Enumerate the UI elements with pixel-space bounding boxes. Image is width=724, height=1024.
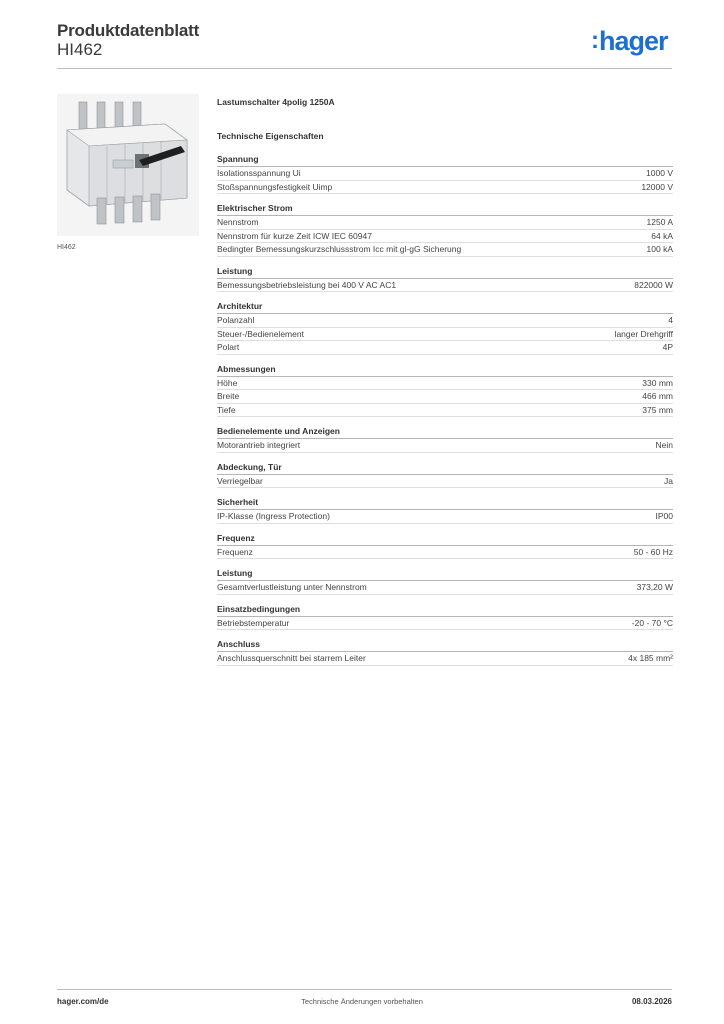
spec-row: [217, 341, 673, 355]
product-image: [57, 94, 199, 236]
spec-section: [217, 568, 673, 595]
spec-row: [217, 230, 673, 244]
section-title: Frequenz: [217, 533, 673, 546]
page-title: Produktdatenblatt: [57, 21, 200, 40]
spec-section: [217, 497, 673, 524]
spec-heading: Technische Eigenschaften: [217, 131, 324, 141]
spec-value: 1250 A: [646, 217, 673, 227]
section-title: Leistung: [217, 568, 673, 581]
spec-row: [217, 475, 673, 489]
footer-website: hager.com/de: [57, 997, 109, 1006]
spec-value: 375 mm: [642, 404, 673, 415]
spec-section: [217, 426, 673, 453]
footer-date: 08.03.2026: [631, 997, 672, 1006]
spec-section: [217, 301, 673, 355]
spec-label: Breite: [217, 391, 240, 401]
spec-row: [217, 216, 673, 230]
spec-value: Ja: [664, 475, 673, 486]
spec-row: [217, 243, 673, 257]
spec-section: [217, 364, 673, 418]
spec-section: [217, 266, 673, 293]
spec-label: Anschlussquerschnitt bei starrem Leiter: [217, 653, 366, 663]
spec-value: 4: [668, 315, 673, 325]
section-title: Spannung: [217, 154, 673, 167]
spec-row: [217, 181, 673, 195]
spec-value: 4P: [662, 342, 673, 352]
section-title: Sicherheit: [217, 497, 673, 510]
logo-text: hager: [599, 26, 668, 56]
image-caption: HI462: [57, 244, 76, 251]
spec-label: Stoßspannungsfestigkeit Uimp: [217, 181, 333, 192]
spec-label: Verriegelbar: [217, 475, 263, 486]
spec-label: Nennstrom für kurze Zeit ICW IEC 60947: [217, 230, 372, 241]
spec-label: IP-Klasse (Ingress Protection): [217, 511, 330, 521]
spec-label: Isolationsspannung Ui: [217, 168, 301, 178]
spec-label: Betriebstemperatur: [217, 617, 290, 628]
logo-dots-icon: :: [591, 27, 598, 54]
spec-value: 100 kA: [646, 244, 673, 254]
spec-row: [217, 167, 673, 181]
section-title: Bedienelemente und Anzeigen: [217, 426, 673, 439]
spec-label: Motorantrieb integriert: [217, 440, 301, 450]
spec-value: 822000 W: [634, 279, 673, 290]
section-title: Abmessungen: [217, 364, 673, 377]
spec-row: [217, 439, 673, 453]
product-code: HI462: [57, 40, 103, 59]
spec-row: [217, 581, 673, 595]
spec-label: Bemessungsbetriebsleistung bei 400 V AC AC1: [217, 279, 397, 290]
spec-section: [217, 533, 673, 560]
product-name: Lastumschalter 4polig 1250A: [217, 97, 335, 107]
spec-sections: [217, 154, 673, 666]
spec-label: Bedingter Bemessungskurzschlussstrom Icc mit gl-gG Sicherung: [217, 244, 462, 254]
spec-row: [217, 510, 673, 524]
spec-section: [217, 604, 673, 631]
spec-label: Steuer-/Bedienelement: [217, 328, 304, 339]
section-title: Anschluss: [217, 639, 673, 652]
spec-label: Gesamtverlustleistung unter Nennstrom: [217, 582, 367, 592]
spec-label: Höhe: [217, 377, 238, 388]
spec-value: IP00: [655, 511, 673, 521]
spec-value: 64 kA: [651, 230, 673, 241]
spec-value: Nein: [655, 440, 673, 450]
hager-logo: [591, 27, 668, 55]
spec-value: 466 mm: [642, 391, 673, 401]
header-divider: [57, 68, 672, 69]
spec-value: 50 - 60 Hz: [633, 546, 673, 557]
spec-table: [217, 97, 673, 666]
spec-label: Polanzahl: [217, 315, 255, 325]
spec-value: langer Drehgriff: [614, 328, 673, 339]
spec-row: [217, 314, 673, 328]
spec-value: 12000 V: [641, 181, 673, 192]
section-title: Abdeckung, Tür: [217, 462, 673, 475]
spec-label: Nennstrom: [217, 217, 259, 227]
section-title: Architektur: [217, 301, 673, 314]
spec-value: 330 mm: [642, 377, 673, 388]
spec-row: [217, 617, 673, 631]
spec-label: Tiefe: [217, 404, 236, 415]
section-title: Elektrischer Strom: [217, 203, 673, 216]
spec-row: [217, 328, 673, 342]
spec-row: [217, 404, 673, 418]
spec-row: [217, 652, 673, 666]
spec-label: Frequenz: [217, 546, 253, 557]
spec-value: 373,20 W: [636, 582, 673, 592]
footer-center: Technische Änderungen vorbehalten: [301, 997, 423, 1006]
spec-row: [217, 390, 673, 404]
spec-section: [217, 203, 673, 257]
spec-section: [217, 462, 673, 489]
spec-section: [217, 639, 673, 666]
spec-row: [217, 546, 673, 560]
spec-value: -20 - 70 °C: [631, 617, 673, 628]
spec-row: [217, 279, 673, 293]
section-title: Leistung: [217, 266, 673, 279]
footer-divider: [57, 989, 672, 990]
spec-section: [217, 154, 673, 194]
spec-row: [217, 377, 673, 391]
spec-value: 4x 185 mm²: [628, 653, 673, 663]
spec-label: Polart: [217, 342, 240, 352]
section-title: Einsatzbedingungen: [217, 604, 673, 617]
spec-value: 1000 V: [646, 168, 673, 178]
